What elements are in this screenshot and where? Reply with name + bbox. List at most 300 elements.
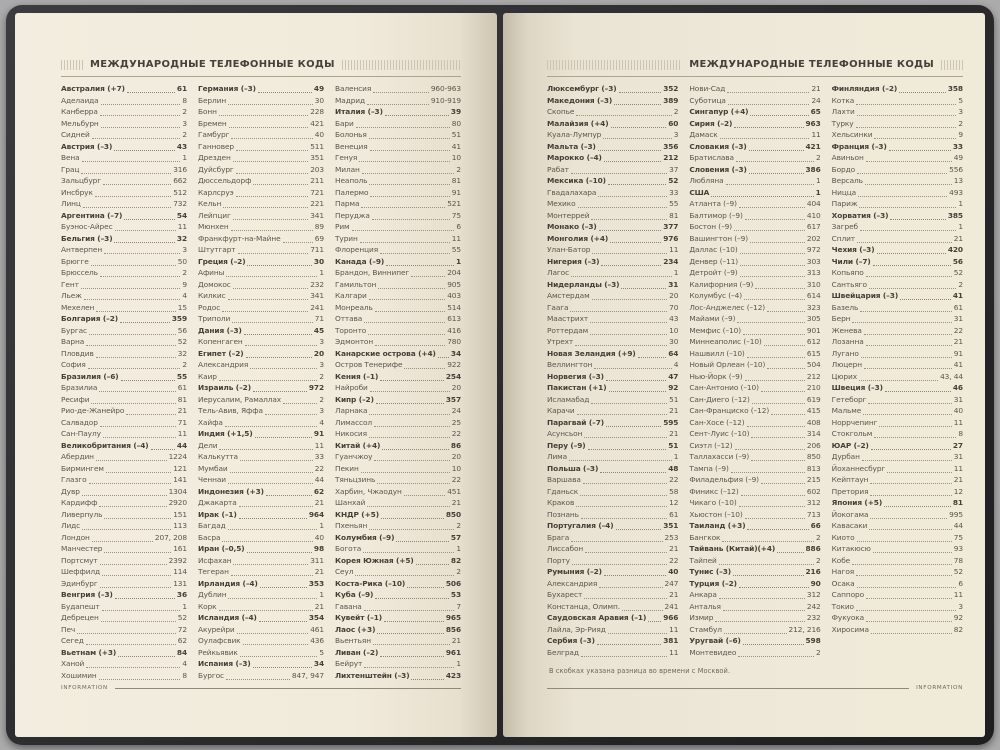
- entry-name: Хьюстон (–10): [689, 509, 743, 519]
- entry-name: Гвадалахара: [547, 187, 597, 197]
- dot-leader: [239, 506, 313, 507]
- entry-name: Оттава: [335, 314, 363, 323]
- country-entry: [547, 96, 678, 108]
- city-entry: [61, 96, 187, 108]
- dot-leader: [745, 219, 805, 220]
- dot-leader: [771, 414, 805, 415]
- city-entry: [198, 648, 324, 660]
- dot-leader: [856, 575, 952, 576]
- entry-code: 206: [806, 440, 821, 450]
- entry-name: Сан-Диего (–12): [689, 394, 750, 404]
- dot-leader: [385, 115, 449, 116]
- city-entry: [198, 590, 324, 602]
- dot-leader: [100, 587, 172, 588]
- entry-code: 212: [806, 371, 821, 381]
- entry-name: Дурбан: [831, 452, 860, 461]
- entry-name: Сан-Антонио (–10): [689, 383, 759, 392]
- dot-leader: [118, 656, 175, 657]
- entry-name: Чикаго (–10): [689, 498, 737, 507]
- dot-leader: [857, 173, 947, 174]
- city-entry: [689, 372, 820, 384]
- entry-name: Венеция: [335, 141, 368, 151]
- dot-leader: [376, 403, 444, 404]
- entry-name: Индия (+1,5): [198, 429, 253, 438]
- dot-leader: [581, 518, 667, 519]
- dot-leader: [121, 380, 175, 381]
- entry-code: 52: [177, 337, 187, 346]
- entry-name: Канада (–9): [335, 256, 385, 266]
- entry-code: 241: [310, 302, 324, 312]
- city-entry: [198, 245, 324, 257]
- dot-leader: [95, 196, 171, 197]
- entry-code: 202: [806, 233, 821, 243]
- dot-leader: [228, 598, 317, 599]
- page-spread: [15, 13, 985, 737]
- dot-leader: [720, 138, 810, 139]
- entry-name: Франция (–3): [831, 141, 887, 151]
- entry-code: 521: [447, 199, 461, 208]
- dot-leader: [99, 679, 181, 680]
- entry-name: Тунис (–3): [689, 567, 732, 576]
- dot-leader: [240, 656, 318, 657]
- entry-code: 13: [953, 176, 963, 185]
- dot-leader: [219, 115, 308, 116]
- city-entry: [335, 188, 461, 200]
- entry-name: Харбин, Чжаодун: [335, 486, 402, 496]
- dot-leader: [81, 288, 181, 289]
- entry-name: Турку: [831, 118, 854, 128]
- dot-leader: [737, 322, 804, 323]
- dot-leader: [616, 529, 662, 530]
- city-entry: [832, 153, 963, 165]
- dot-leader: [375, 311, 445, 312]
- entry-code: 89: [314, 222, 324, 231]
- entry-code: 61: [177, 383, 187, 392]
- entry-name: Манчестер: [61, 544, 103, 553]
- city-entry: [689, 303, 820, 315]
- city-entry: [832, 314, 963, 326]
- city-entry: [335, 119, 461, 131]
- dot-leader: [749, 173, 804, 174]
- city-entry: [689, 395, 820, 407]
- city-entry: [689, 257, 820, 269]
- entry-name: Брюссель: [61, 268, 98, 277]
- city-entry: [832, 590, 963, 602]
- entry-code: 55: [176, 371, 187, 381]
- dot-leader: [89, 483, 172, 484]
- dot-leader: [82, 495, 167, 496]
- dot-leader: [857, 541, 952, 542]
- dot-leader: [91, 265, 176, 266]
- entry-code: 61: [953, 302, 963, 312]
- entry-name: Нидерланды (–3): [547, 279, 620, 289]
- entry-code: 436: [310, 636, 324, 645]
- entry-name: Варшава: [547, 475, 581, 484]
- country-entry: [61, 372, 187, 384]
- dot-leader: [751, 460, 805, 461]
- dot-leader: [369, 414, 449, 415]
- city-entry: [547, 590, 678, 602]
- entry-code: 40: [314, 532, 324, 542]
- dot-leader: [733, 575, 803, 576]
- entry-name: Лидс: [61, 521, 81, 530]
- country-entry: [547, 234, 678, 246]
- dot-leader: [576, 506, 667, 507]
- entry-name: Сеул: [335, 567, 354, 576]
- entry-code: 21: [451, 636, 461, 645]
- entry-code: 2: [816, 555, 821, 565]
- entry-name: Копенгаген: [198, 337, 243, 346]
- entry-code: 2920: [168, 498, 187, 507]
- dot-leader: [576, 115, 671, 116]
- city-entry: [198, 222, 324, 234]
- entry-code: 234: [663, 256, 679, 266]
- dot-leader: [889, 150, 951, 151]
- dot-leader: [239, 518, 307, 519]
- city-entry: [832, 372, 963, 384]
- dot-leader: [259, 621, 307, 622]
- country-entry: [689, 579, 820, 591]
- entry-code: 41: [952, 291, 963, 300]
- entry-code: 421: [805, 141, 821, 151]
- entry-name: Миннеаполис (–10): [689, 337, 762, 346]
- entry-code: 20: [313, 348, 324, 358]
- city-entry: [61, 222, 187, 234]
- city-entry: [547, 199, 678, 211]
- dot-leader: [866, 276, 952, 277]
- entry-code: 713: [806, 509, 821, 519]
- city-entry: [198, 602, 324, 614]
- entry-name: Портсмут: [61, 555, 98, 565]
- city-entry: [689, 199, 820, 211]
- city-entry: [61, 383, 187, 395]
- city-entry: [335, 487, 461, 499]
- page-title: МЕЖДУНАРОДНЫЕ ТЕЛЕФОННЫЕ КОДЫ: [689, 59, 934, 70]
- dot-leader: [861, 357, 952, 358]
- entry-name: Буэнос-Айрес: [61, 222, 113, 231]
- entry-name: Хельсинки: [831, 130, 873, 139]
- entry-name: Цюрих: [831, 371, 857, 381]
- entry-code: 1224: [168, 452, 187, 461]
- entry-name: Греция (–2): [198, 256, 246, 266]
- entry-code: 210: [806, 383, 821, 392]
- entry-code: 2: [182, 107, 187, 116]
- entry-code: 11: [451, 233, 461, 243]
- country-entry: [689, 567, 820, 579]
- entry-code: 2: [182, 268, 187, 277]
- country-entry: [335, 625, 461, 637]
- entry-code: 3: [319, 337, 324, 346]
- entry-name: Оулафсвик: [198, 636, 241, 645]
- dot-leader: [750, 242, 805, 243]
- entry-code: 11: [177, 222, 187, 231]
- entry-code: 313: [806, 268, 821, 277]
- entry-code: 31: [668, 279, 679, 289]
- entry-name: Дания (–3): [198, 325, 242, 335]
- city-entry: [198, 360, 324, 372]
- dot-leader: [764, 345, 805, 346]
- dot-leader: [856, 610, 956, 611]
- entry-name: Сент-Луис (–10): [689, 429, 750, 438]
- entry-name: Глазго: [61, 475, 87, 484]
- dot-leader: [396, 541, 449, 542]
- entry-name: Найроби: [335, 383, 368, 392]
- city-entry: [689, 314, 820, 326]
- entry-name: Анталья: [689, 601, 721, 611]
- entry-name: Ченнаи: [198, 475, 227, 484]
- entry-code: 354: [308, 613, 324, 622]
- entry-code: 3: [958, 107, 963, 116]
- entry-name: Люксембург (–3): [547, 84, 617, 93]
- entry-code: 461: [310, 624, 324, 634]
- entry-code: 905: [447, 279, 461, 289]
- entry-name: Лондон: [61, 532, 90, 542]
- left-page: [15, 13, 497, 737]
- entry-code: 403: [447, 291, 461, 300]
- city-entry: [198, 395, 324, 407]
- dot-leader: [719, 564, 814, 565]
- city-entry: [335, 142, 461, 154]
- country-entry: [61, 648, 187, 660]
- entry-code: 323: [806, 302, 821, 312]
- entry-code: 40: [314, 130, 324, 139]
- country-entry: [832, 142, 963, 154]
- entry-name: Сан-Паулу: [61, 429, 101, 438]
- entry-name: Лос-Анджелес (–12): [689, 302, 766, 312]
- entry-code: 121: [173, 463, 187, 473]
- dot-leader: [244, 334, 312, 335]
- city-entry: [61, 452, 187, 464]
- entry-name: Мальме: [831, 406, 862, 415]
- entry-code: 52: [953, 567, 963, 576]
- entry-code: 60: [668, 118, 679, 128]
- city-entry: [689, 406, 820, 418]
- entry-name: Любляна: [689, 176, 724, 185]
- entry-code: 1: [319, 268, 324, 277]
- dot-leader: [369, 299, 445, 300]
- dot-leader: [369, 184, 449, 185]
- entry-name: Инсбрук: [61, 187, 93, 197]
- country-entry: [547, 521, 678, 533]
- entry-code: 976: [663, 233, 679, 243]
- city-entry: [61, 107, 187, 119]
- country-entry: [832, 383, 963, 395]
- city-entry: [335, 475, 461, 487]
- dot-leader: [236, 150, 308, 151]
- entry-code: 228: [310, 107, 324, 116]
- city-entry: [61, 579, 187, 591]
- country-entry: [335, 257, 461, 269]
- dot-leader: [360, 242, 450, 243]
- entry-code: 1: [673, 452, 679, 461]
- entry-code: 81: [451, 176, 461, 185]
- entry-code: 232: [310, 279, 324, 289]
- entry-name: Варна: [61, 337, 85, 346]
- dot-leader: [362, 173, 455, 174]
- city-entry: [832, 349, 963, 361]
- city-entry: [335, 96, 461, 108]
- code-column: [198, 84, 324, 682]
- dot-leader: [739, 506, 805, 507]
- city-entry: [61, 498, 187, 510]
- entry-name: Вьентьян: [335, 636, 371, 645]
- entry-code: 21: [669, 590, 679, 599]
- dot-leader: [367, 104, 429, 105]
- dot-leader: [77, 633, 176, 634]
- dot-leader: [96, 460, 167, 461]
- city-entry: [547, 498, 678, 510]
- entry-code: 21: [953, 233, 963, 243]
- country-entry: [547, 153, 678, 165]
- entry-code: 10: [451, 463, 461, 473]
- dot-leader: [250, 368, 317, 369]
- city-entry: [689, 487, 820, 499]
- dot-leader: [899, 92, 946, 93]
- city-entry: [547, 406, 678, 418]
- dot-leader: [364, 322, 445, 323]
- entry-name: Брага: [547, 532, 570, 542]
- entry-name: Сплит: [831, 233, 855, 243]
- entry-name: Детройт (–9): [689, 268, 738, 277]
- dot-leader: [233, 161, 308, 162]
- entry-code: 22: [451, 429, 461, 438]
- entry-name: Басра: [198, 532, 221, 542]
- city-entry: [832, 222, 963, 234]
- dot-leader: [752, 403, 805, 404]
- dot-leader: [233, 288, 308, 289]
- country-entry: [547, 418, 678, 430]
- dot-leader: [614, 104, 661, 105]
- country-entry: [198, 84, 324, 96]
- entry-code: 357: [445, 394, 461, 404]
- city-entry: [61, 521, 187, 533]
- entry-name: Брюгге: [61, 256, 89, 266]
- entry-name: Домокос: [198, 279, 231, 289]
- city-entry: [547, 395, 678, 407]
- entry-name: Эдмонтон: [335, 337, 374, 346]
- country-entry: [832, 211, 963, 223]
- entry-name: Колумбус (–4): [689, 291, 742, 300]
- country-entry: [335, 590, 461, 602]
- entry-code: 22: [451, 475, 461, 484]
- code-column: [832, 84, 963, 659]
- dot-leader: [572, 564, 667, 565]
- entry-name: Парагвай (–7): [547, 417, 605, 427]
- entry-name: Кения (–1): [335, 371, 379, 381]
- dot-leader: [83, 207, 171, 208]
- dot-leader: [253, 184, 308, 185]
- entry-name: Йоханнесбург: [831, 463, 886, 473]
- entry-code: 1: [958, 199, 963, 208]
- entry-code: 421: [310, 118, 324, 128]
- entry-code: 2: [958, 118, 963, 128]
- entry-code: 57: [450, 532, 461, 542]
- entry-name: Хорватия (–3): [831, 210, 889, 220]
- dot-leader: [885, 391, 951, 392]
- entry-code: 352: [663, 84, 679, 93]
- entry-name: Штутгарт: [198, 245, 236, 254]
- entry-code: 11: [953, 463, 963, 473]
- city-entry: [832, 579, 963, 591]
- entry-name: Стокгольм: [831, 429, 873, 438]
- country-entry: [335, 107, 461, 119]
- entry-code: 65: [810, 107, 821, 116]
- city-entry: [61, 291, 187, 303]
- entry-name: Швейцария (–3): [831, 291, 899, 300]
- entry-code: 358: [947, 84, 963, 93]
- entry-code: 614: [806, 291, 821, 300]
- entry-code: 22: [314, 463, 324, 473]
- entry-name: Пловдив: [61, 348, 94, 358]
- city-entry: [198, 567, 324, 579]
- city-entry: [335, 176, 461, 188]
- dot-leader: [411, 276, 445, 277]
- entry-name: Ирак (–1): [198, 509, 237, 519]
- footer-label: INFORMATION: [61, 685, 108, 691]
- entry-name: Познань: [547, 509, 579, 519]
- city-entry: [61, 418, 187, 430]
- dot-leader: [404, 368, 445, 369]
- city-entry: [547, 245, 678, 257]
- entry-name: Бирмингем: [61, 463, 104, 473]
- entry-code: 25: [451, 417, 461, 427]
- dot-leader: [361, 472, 450, 473]
- entry-code: 9: [182, 279, 187, 289]
- dot-leader: [577, 414, 668, 415]
- entry-code: 34: [313, 659, 324, 668]
- city-entry: [689, 84, 820, 96]
- city-entry: [547, 360, 678, 372]
- city-entry: [335, 383, 461, 395]
- dot-leader: [370, 150, 450, 151]
- city-entry: [547, 326, 678, 338]
- entry-code: 37: [669, 164, 679, 174]
- entry-name: Ганновер: [198, 141, 235, 151]
- entry-code: 310: [806, 279, 821, 289]
- dot-leader: [749, 150, 804, 151]
- entry-code: 131: [173, 578, 187, 588]
- city-entry: [547, 165, 678, 177]
- country-entry: [198, 257, 324, 269]
- entry-name: Абердин: [61, 452, 94, 461]
- entry-code: 11: [177, 429, 187, 438]
- entry-code: 381: [663, 636, 679, 645]
- entry-code: 356: [663, 141, 679, 151]
- footer-rule: [115, 688, 461, 689]
- dot-leader: [590, 322, 667, 323]
- entry-name: Кипр (–2): [335, 394, 374, 404]
- country-entry: [198, 613, 324, 625]
- entry-code: 612: [806, 337, 821, 346]
- entry-code: 21: [953, 475, 963, 484]
- entry-code: 33: [952, 141, 963, 151]
- dot-leader: [102, 575, 171, 576]
- city-entry: [689, 475, 820, 487]
- city-entry: [198, 475, 324, 487]
- entry-code: 46: [952, 383, 963, 392]
- entry-code: 34: [450, 348, 461, 358]
- entry-name: Тель-Авив, Яффа: [198, 406, 263, 415]
- city-entry: [689, 349, 820, 361]
- entry-name: Претория: [831, 486, 869, 496]
- entry-code: 11: [314, 440, 324, 450]
- entry-name: Канарские острова (+4): [335, 348, 436, 358]
- entry-name: Калькутта: [198, 452, 238, 461]
- country-entry: [198, 659, 324, 671]
- entry-code: 91: [313, 429, 324, 438]
- entry-code: 964: [308, 509, 324, 519]
- entry-code: 1: [319, 521, 324, 530]
